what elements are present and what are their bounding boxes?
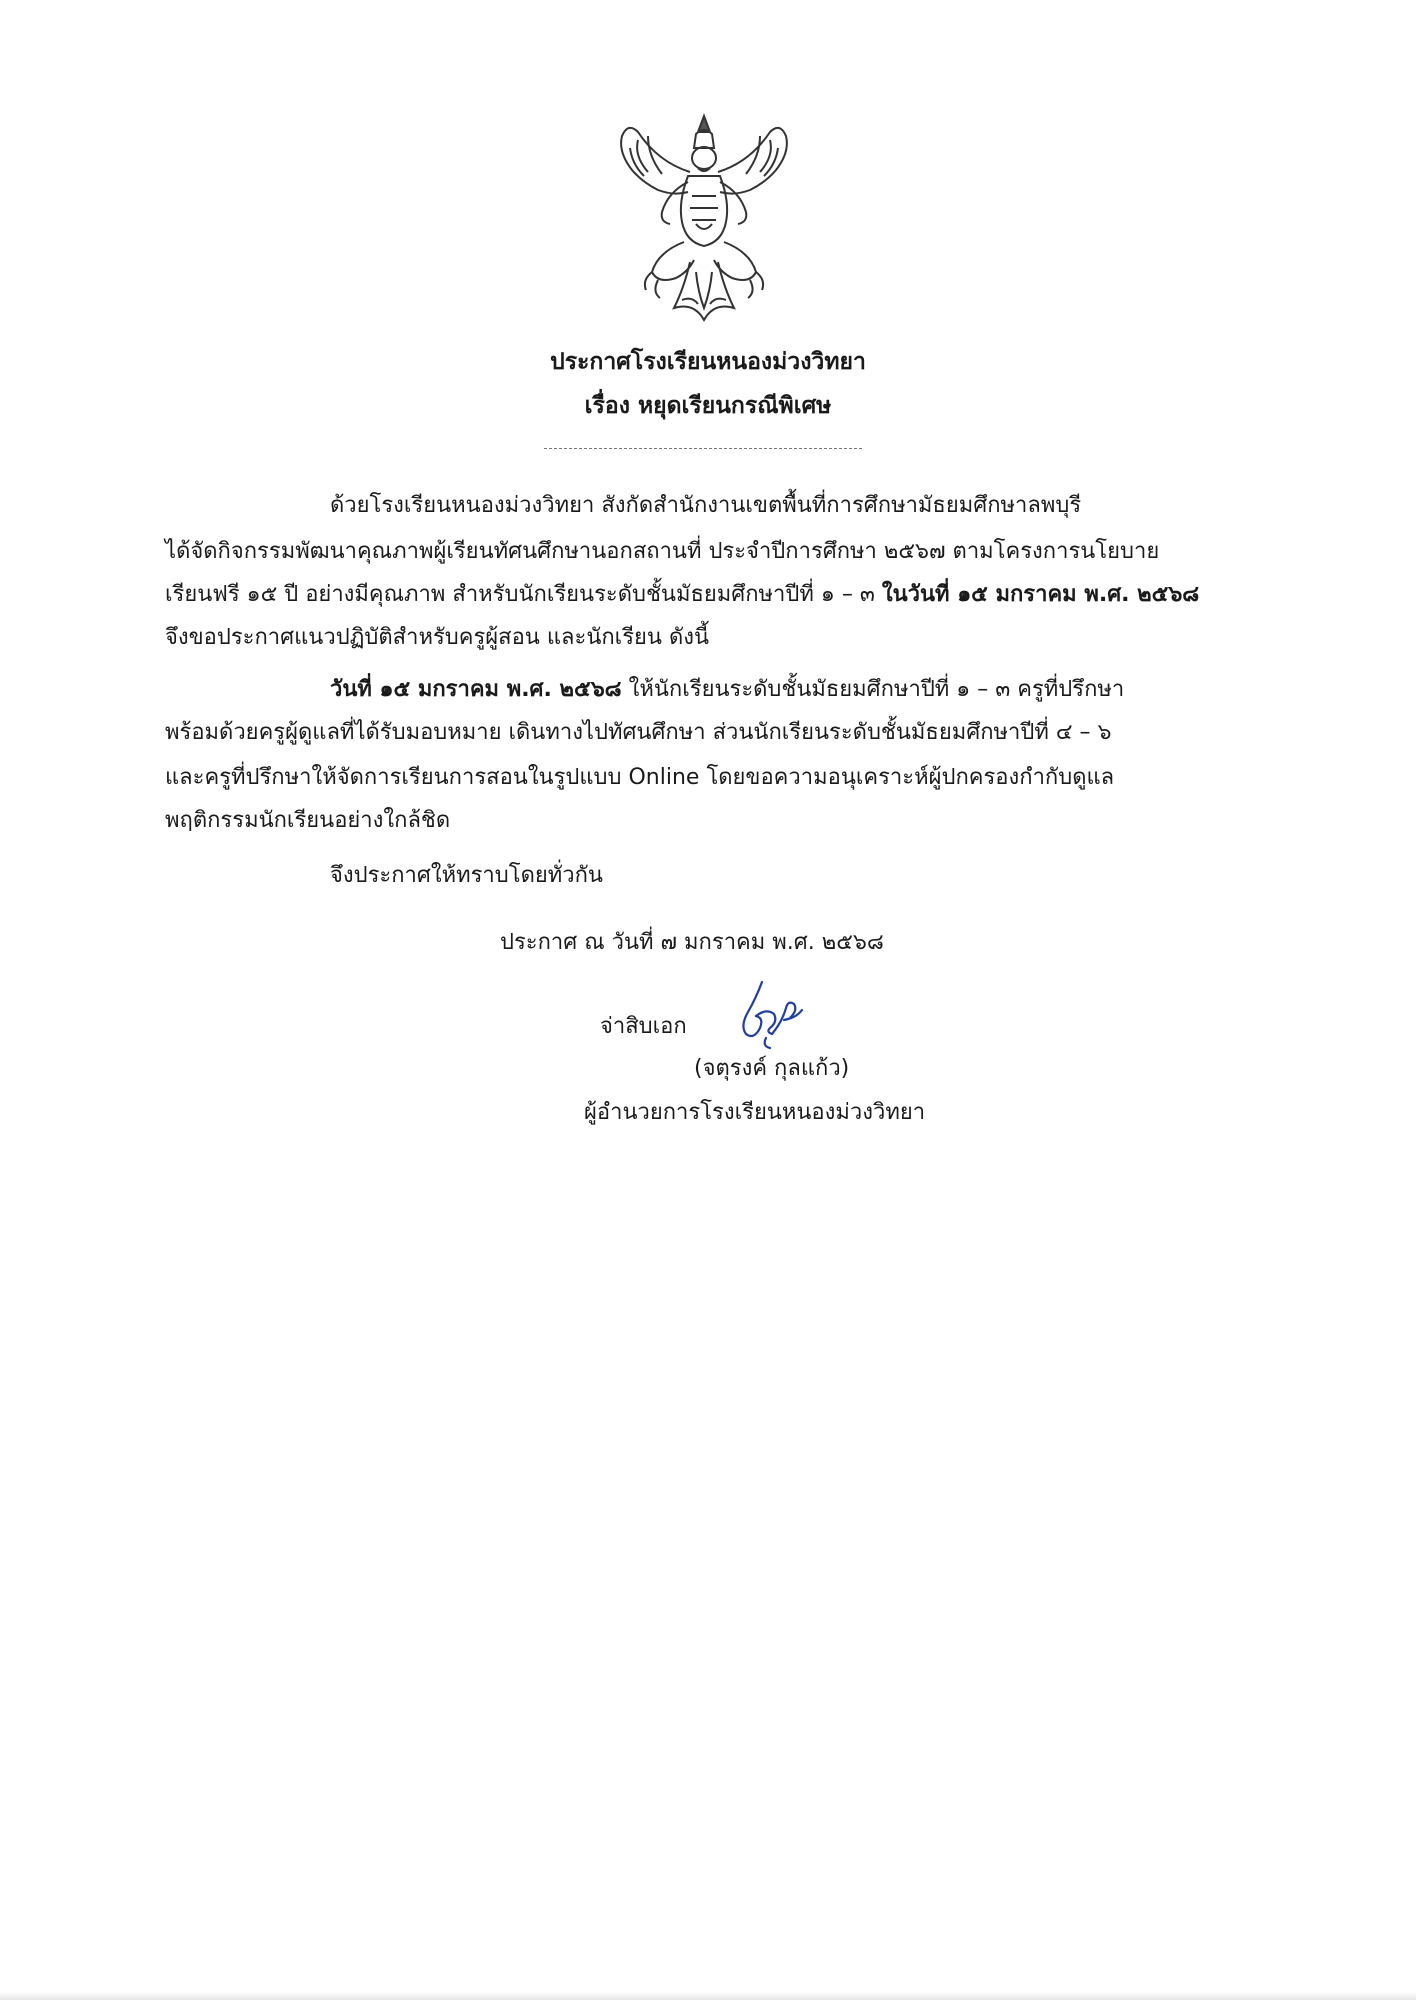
paragraph-1-line-1: ด้วยโรงเรียนหนองม่วงวิทยา สังกัดสำนักงานเขตพื้นที่การศึกษามัธยมศึกษาลพบุรี — [330, 493, 1082, 518]
paragraph-2-line-1 — [330, 675, 1124, 705]
signer-position: ผู้อำนวยการโรงเรียนหนองม่วงวิทยา — [584, 1100, 926, 1125]
signer-name: (จตุรงค์ กุลแก้ว) — [694, 1056, 850, 1081]
paragraph-2-line-1-text: ให้นักเรียนระดับชั้นมัธยมศึกษาปีที่ ๑ – ๓ ครูที่ปรึกษา — [621, 677, 1125, 702]
announcement-subject: เรื่อง หยุดเรียนกรณีพิเศษ — [584, 393, 832, 419]
paragraph-2-line-4: พฤติกรรมนักเรียนอย่างใกล้ชิด — [165, 808, 451, 833]
paragraph-1-line-4: จึงขอประกาศแนวปฏิบัติสำหรับครูผู้สอน และนักเรียน ดังนี้ — [165, 625, 710, 650]
announcement-title: ประกาศโรงเรียนหนองม่วงวิทยา — [550, 349, 866, 375]
paragraph-2-line-2: พร้อมด้วยครูผู้ดูแลที่ได้รับมอบหมาย เดินทางไปทัศนศึกษา ส่วนนักเรียนระดับชั้นมัธยมศึกษาปีที่ ๔ – ๖ — [165, 720, 1112, 745]
paragraph-1-line-3 — [165, 580, 1199, 610]
paragraph-1-line-2: ได้จัดกิจกรรมพัฒนาคุณภาพผู้เรียนทัศนศึกษานอกสถานที่ ประจำปีการศึกษา ๒๕๖๗ ตามโครงการนโยบาย — [165, 539, 1160, 564]
garuda-emblem-icon — [598, 112, 810, 326]
paragraph-1-date-emphasis: ในวันที่ ๑๕ มกราคม พ.ศ. ๒๕๖๘ — [881, 582, 1200, 607]
paragraph-2-line-3: และครูที่ปรึกษาให้จัดการเรียนการสอนในรูปแบบ Online โดยขอความอนุเคราะห์ผู้ปกครองกำกับดูแล — [165, 765, 1115, 790]
paragraph-1-line-3-text: เรียนฟรี ๑๕ ปี อย่างมีคุณภาพ สำหรับนักเรียนระดับชั้นมัธยมศึกษาปีที่ ๑ – ๓ — [165, 582, 882, 607]
paragraph-2-date-emphasis: วันที่ ๑๕ มกราคม พ.ศ. ๒๕๖๘ — [330, 677, 622, 702]
signer-rank: จ่าสิบเอก — [600, 1014, 687, 1039]
title-divider — [544, 448, 862, 449]
scan-bottom-edge — [0, 1992, 1416, 2000]
handwritten-signature-icon — [726, 978, 816, 1050]
announcement-date: ประกาศ ณ วันที่ ๗ มกราคม พ.ศ. ๒๕๖๘ — [500, 930, 884, 955]
closing-paragraph: จึงประกาศให้ทราบโดยทั่วกัน — [330, 863, 603, 888]
